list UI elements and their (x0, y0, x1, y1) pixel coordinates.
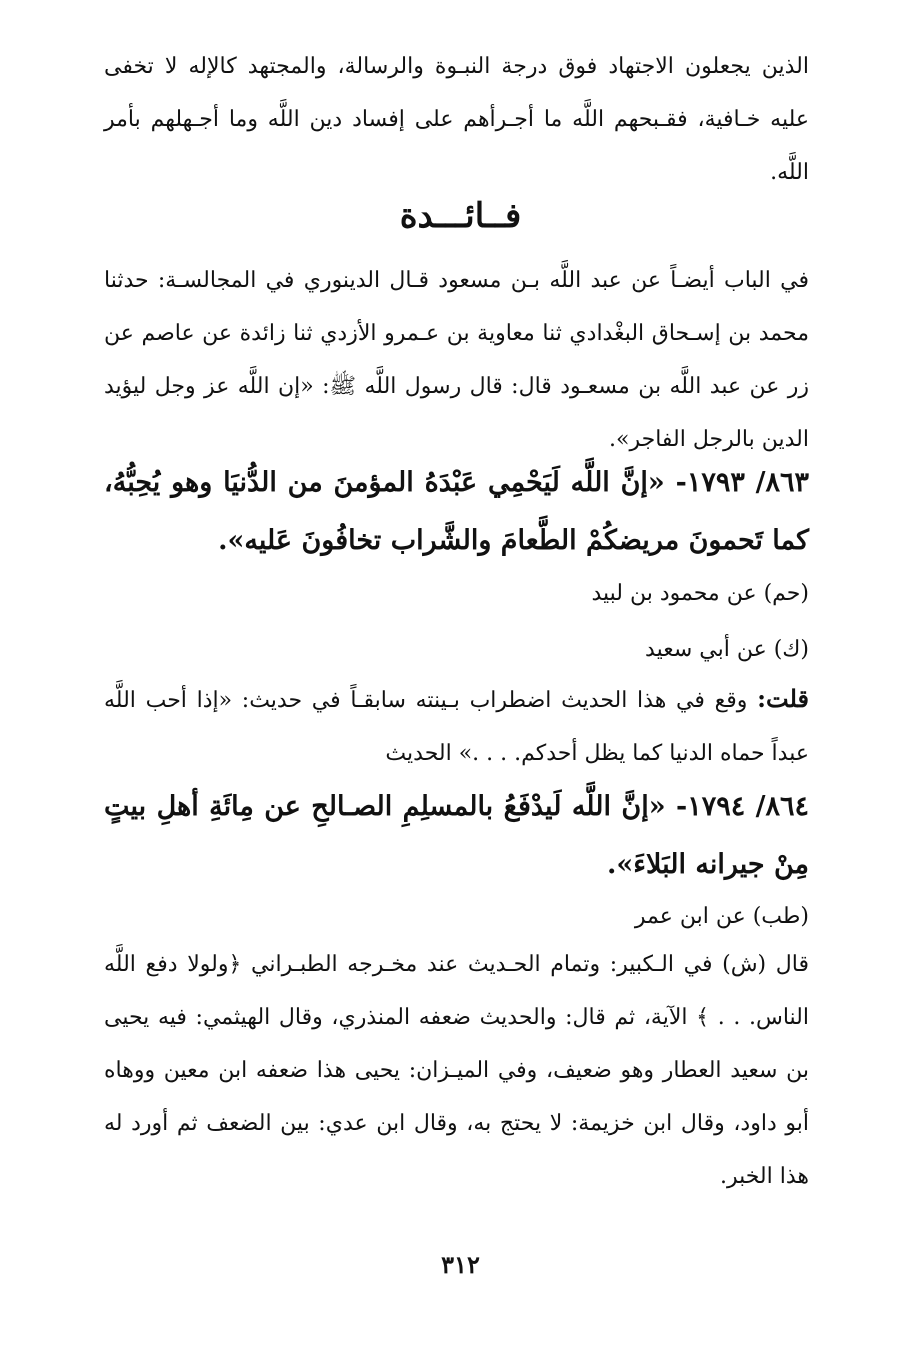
section-heading: فــائـــدة (399, 196, 522, 236)
qult-text: وقع في هذا الحديث اضطراب بـينته سابقـاً في حديث: «إذا أحب اللَّه عبداً حماه الدنيا كما يظل أحدكم. . . .» الحديث (104, 688, 809, 766)
hadith-2-text: «إنَّ اللَّه لَيدْفَعُ بالمسلِمِ الصـالحِ عن مِائَةِ أهلِ بيتٍ مِنْ جيرانه البَلاءَ». (104, 791, 809, 880)
qult-paragraph (104, 672, 809, 780)
hadith-1 (104, 454, 809, 570)
hadith-1-number: ٨٦٣/ ١٧٩٣- (675, 467, 809, 498)
hadith-2-block (104, 778, 809, 894)
qult-label: قلت: (757, 684, 809, 713)
fayda-block (104, 254, 809, 466)
hadith-2-number: ٨٦٤/ ١٧٩٤- (675, 791, 809, 822)
hadith-2 (104, 778, 809, 894)
hadith-1-block (104, 454, 809, 570)
final-paragraph-block (104, 938, 809, 1203)
final-paragraph: قال (ش) في الـكبير: وتمام الحـديث عند مخـرجه الطبـراني ﴿ولولا دفع اللَّه الناس. . . ﴾ الآية، ثم قال: والحديث ضعفه المنذري، وقال الهيثمي: فيه يحيى بن سعيد العطار وهو ضعيف، وفي الميـزان: يحيى هذا ضعفه ابن معين ووهاه أبو داود، وقال ابن خزيمة: لا يحتج به، وقال ابن عدي: بين الضعف ثم أورد له هذا الخبر. (104, 952, 809, 1189)
top-paragraph: الذين يجعلون الاجتهاد فوق درجة النبـوة والرسالة، والمجتهد كالإله لا تخفى عليه خـافية، فقـبحهم اللَّه ما أجـرأهم على إفساد دين اللَّه وما أجـهلهم بأمر اللَّه. (104, 54, 809, 185)
page-number: ٣١٢ (441, 1250, 480, 1279)
qult-block (104, 672, 809, 780)
hadith-1-text: «إنَّ اللَّه لَيَحْمِي عَبْدَهُ المؤمنَ من الدُّنيَا وهو يُحِبُّهُ، كما تَحمونَ مريضكُمْ الطَّعامَ والشَّراب تخافُونَ عَليه». (104, 467, 809, 556)
top-paragraph-block (104, 40, 809, 199)
source-1: (حم) عن محمود بن لبيد (591, 581, 809, 606)
source-3: (طب) عن ابن عمر (634, 904, 809, 929)
fayda-paragraph: في الباب أيضـاً عن عبد اللَّه بـن مسعود قـال الدينوري في المجالسـة: حدثنا محمد بن إسـحاق البغْدادي ثنا معاوية بن عـمرو الأزدي ثنا زائدة عن عاصم عن زر عن عبد اللَّه بن مسعـود قال: قال رسول اللَّه ﷺ: «إن اللَّه عز وجل ليؤيد الدين بالرجل الفاجر». (104, 268, 809, 452)
source-2: (ك) عن أبي سعيد (645, 637, 809, 662)
